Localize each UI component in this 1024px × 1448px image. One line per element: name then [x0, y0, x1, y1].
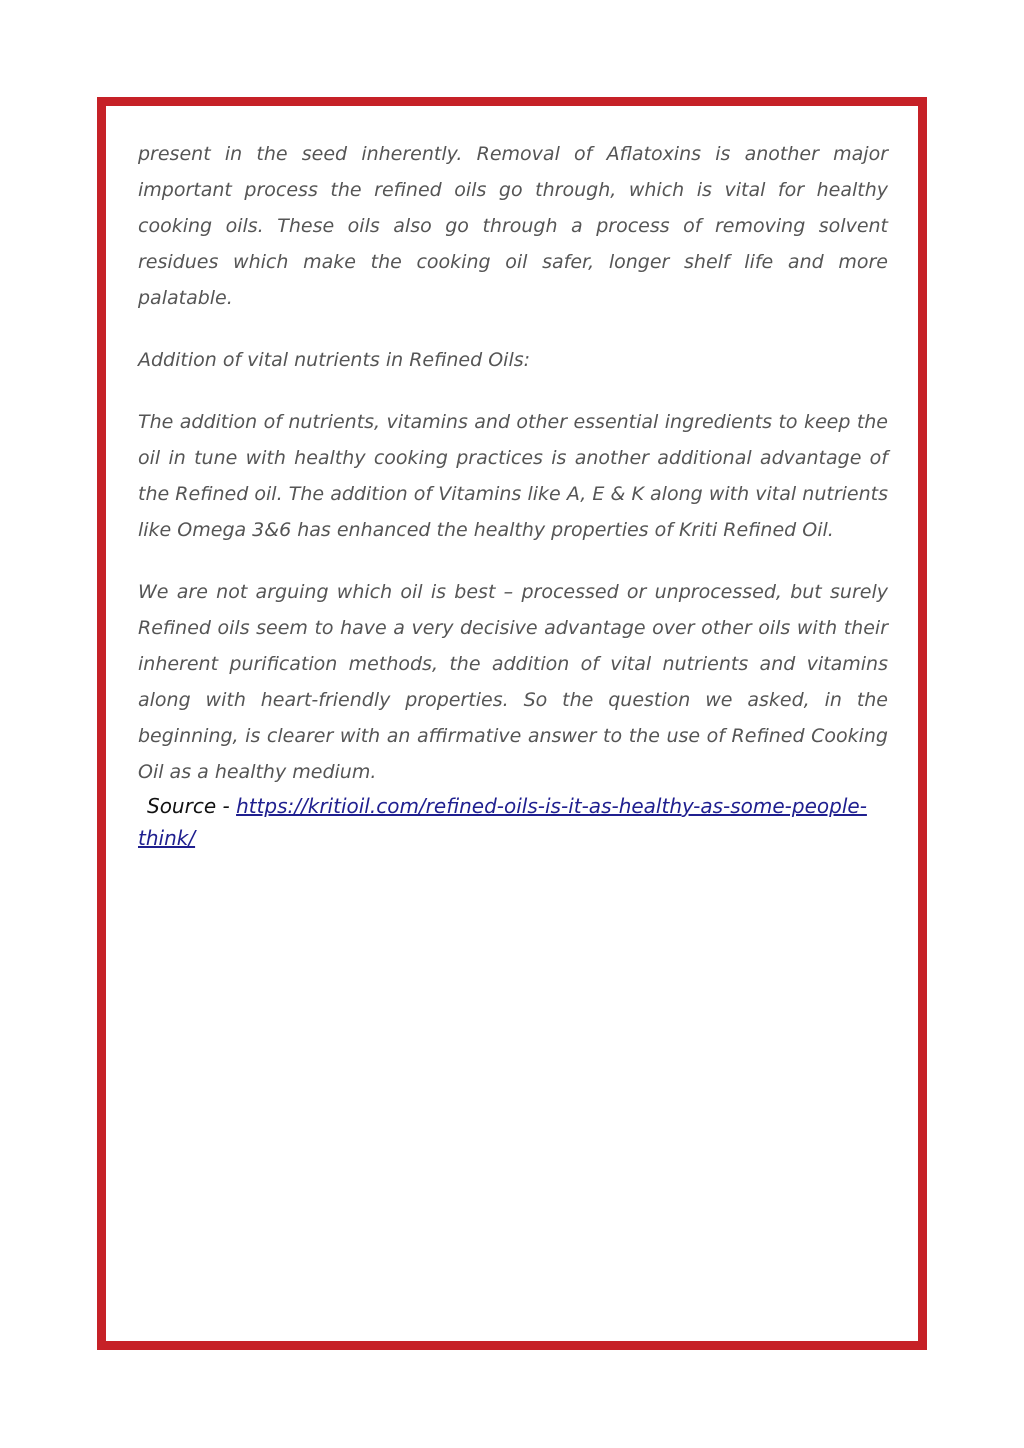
- paragraph-nutrients: The addition of nutrients, vitamins and other essential ingredients to keep the oil in tune with healthy cooking practices is another additional advantage of the Refined oil. The addition of Vitamins like A, E & K along with vital nutrients like Omega 3&6 has enhanced the healthy properties of Kriti Refined Oil.: [138, 411, 888, 541]
- source-line: [138, 790, 888, 854]
- section-heading-vital-nutrients: Addition of vital nutrients in Refined Oils:: [138, 349, 531, 371]
- paragraph-conclusion: We are not arguing which oil is best – processed or unprocessed, but surely Refined oils seem to have a very decisive advantage over other oils with their inherent purification methods, the addition of vital nutrients and vitamins along with heart-friendly properties. So the question we asked, in the beginning, is clearer with an affirmative answer to the use of Refined Cooking Oil as a healthy medium.: [138, 581, 888, 783]
- source-label: Source -: [147, 794, 237, 818]
- source-link[interactable]: https://kritioil.com/refined-oils-is-it-as-healthy-as-some-people-think/: [138, 794, 867, 850]
- paragraph-aflatoxins: present in the seed inherently. Removal of Aflatoxins is another major important process the refined oils go through, which is vital for healthy cooking oils. These oils also go through a process of removing solvent residues which make the cooking oil safer, longer shelf life and more palatable.: [138, 143, 888, 309]
- document-body: [138, 136, 888, 854]
